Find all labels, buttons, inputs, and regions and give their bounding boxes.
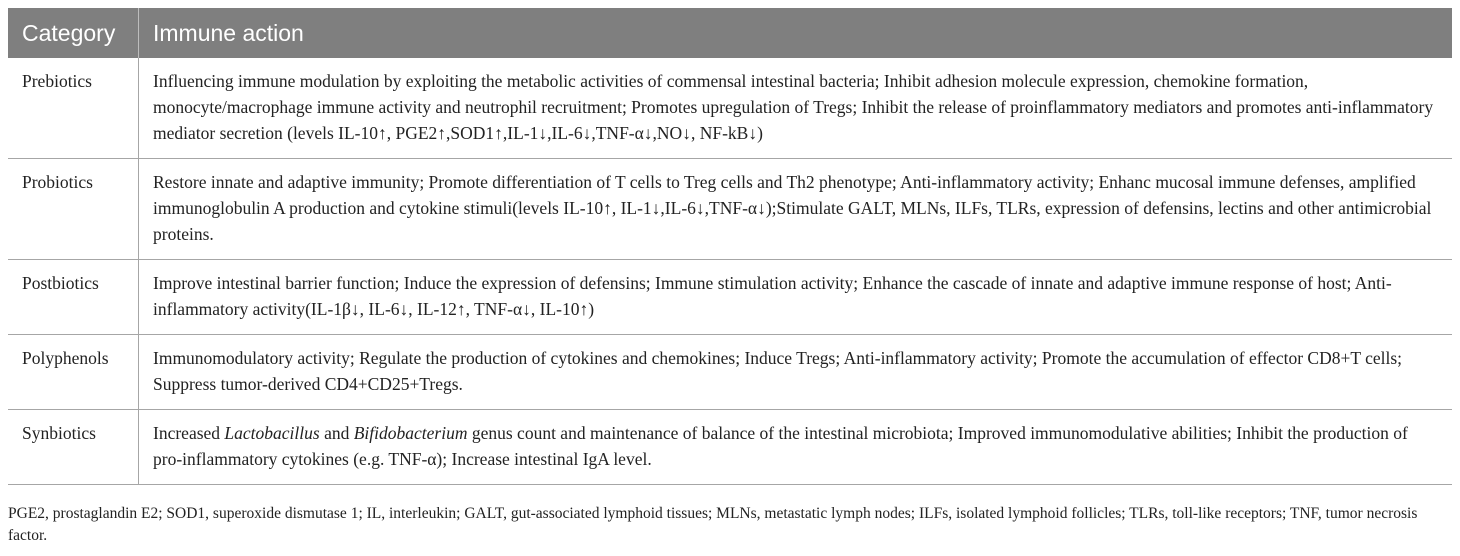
table-header-row xyxy=(8,8,1452,58)
table-footnote: PGE2, prostaglandin E2; SOD1, superoxide dismutase 1; IL, interleukin; GALT, gut-associated lymphoid tissues; MLNs, metastatic lymph nodes; ILFs, isolated lymphoid follicles; TLRs, toll-like receptors; TNF, tumor necrosis factor. xyxy=(8,505,1418,544)
immune-action-cell xyxy=(139,410,1453,485)
immune-action-cell: Influencing immune modulation by exploiting the metabolic activities of commensal intestinal bacteria; Inhibit adhesion molecule expression, chemokine formation, monocyte/macrophage immune activity and neutrophil recruitment; Promotes upregulation of Tregs; Inhibit the release of proinflammatory mediators and promotes anti-inflammatory mediator secretion (levels IL-10↑, PGE2↑,SOD1↑,IL-1↓,IL-6↓,TNF-α↓,NO↓, NF-kB↓) xyxy=(139,58,1453,159)
category-cell: Polyphenols xyxy=(8,335,139,410)
table-row xyxy=(8,410,1452,485)
genus-name-bifidobacterium: Bifidobacterium xyxy=(353,423,468,443)
action-text: Increased xyxy=(153,423,225,443)
category-cell: Synbiotics xyxy=(8,410,139,485)
action-text: genus count and maintenance of balance of the intestinal microbiota; Improved immunomodulative abilities; Inhibit the production of pro-inflammatory cytokines (e.g. TNF-α); Increase intestinal IgA level. xyxy=(153,423,1408,469)
table-row xyxy=(8,159,1452,260)
category-cell: Prebiotics xyxy=(8,58,139,159)
table-row xyxy=(8,260,1452,335)
action-text: and xyxy=(319,423,354,443)
immune-action-cell: Restore innate and adaptive immunity; Promote differentiation of T cells to Treg cells and Th2 phenotype; Anti-inflammatory activity; Enhanc mucosal immune defenses, amplified immunoglobulin A production and cytokine stimuli(levels IL-10↑, IL-1↓,IL-6↓,TNF-α↓);Stimulate GALT, MLNs, ILFs, TLRs, expression of defensins, lectins and other antimicrobial proteins. xyxy=(139,159,1453,260)
table-row xyxy=(8,335,1452,410)
header-category: Category xyxy=(8,8,139,58)
immune-action-cell: Immunomodulatory activity; Regulate the production of cytokines and chemokines; Induce Tregs; Anti-inflammatory activity; Promote the accumulation of effector CD8+T cells; Suppress tumor-derived CD4+CD25+Tregs. xyxy=(139,335,1453,410)
header-immune-action: Immune action xyxy=(139,8,1453,58)
genus-name-lactobacillus: Lactobacillus xyxy=(224,423,320,443)
immune-action-cell: Improve intestinal barrier function; Induce the expression of defensins; Immune stimulation activity; Enhance the cascade of innate and adaptive immune response of host; Anti-inflammatory activity(IL-1β↓, IL-6↓, IL-12↑, TNF-α↓, IL-10↑) xyxy=(139,260,1453,335)
table-row xyxy=(8,58,1452,159)
category-cell: Probiotics xyxy=(8,159,139,260)
immune-action-table xyxy=(8,8,1452,485)
category-cell: Postbiotics xyxy=(8,260,139,335)
